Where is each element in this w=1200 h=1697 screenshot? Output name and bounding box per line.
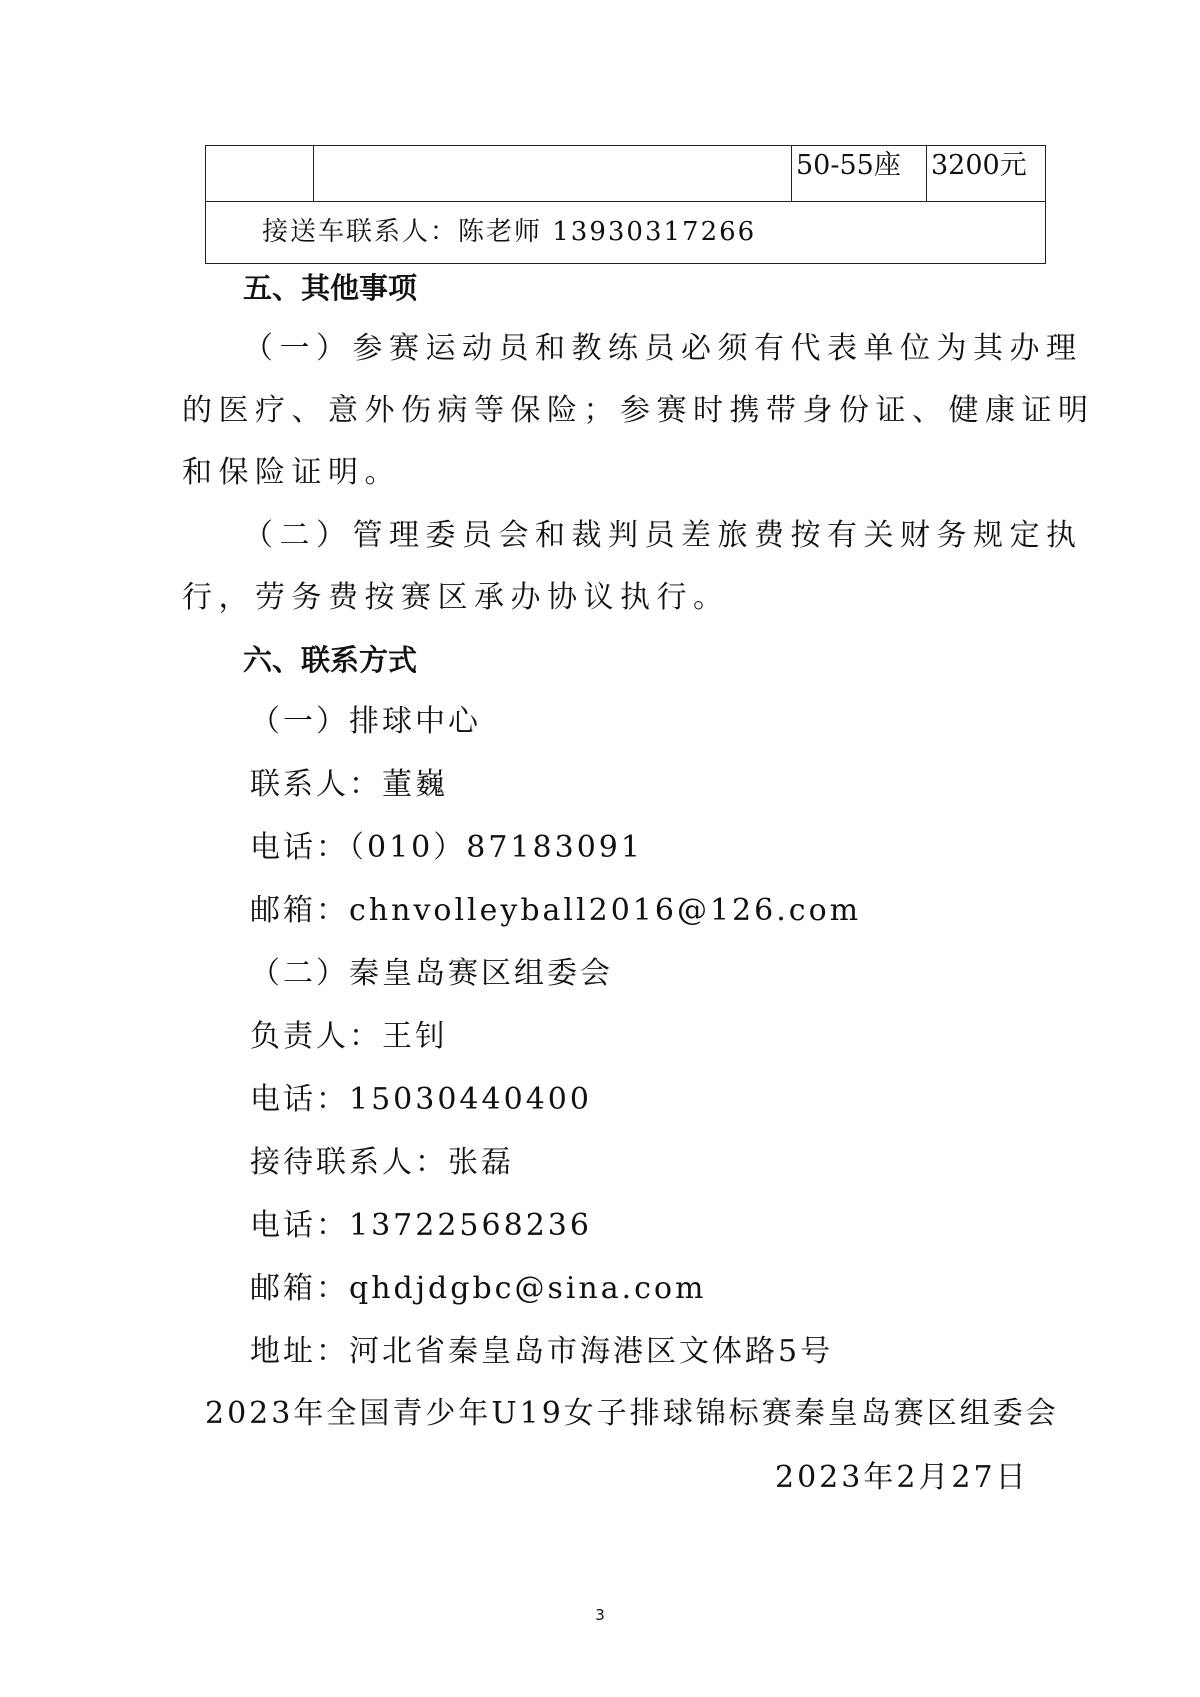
paragraph-line: 和保险证明。 xyxy=(182,455,401,490)
signature-org: 2023年全国青少年U19女子排球锦标赛秦皇岛赛区组委会 xyxy=(205,1396,1059,1431)
paragraph-line: 的医疗、意外伤病等保险；参赛时携带身份证、健康证明 xyxy=(182,393,1095,428)
table-row xyxy=(206,146,1045,202)
org1-email: 邮箱：chnvolleyball2016@126.com xyxy=(250,893,862,928)
org2-leader: 负责人：王钊 xyxy=(250,1019,448,1054)
transport-table xyxy=(205,145,1046,264)
org2-title: （二）秦皇岛赛区组委会 xyxy=(250,956,613,991)
paragraph-line: （二）管理委员会和裁判员差旅费按有关财务规定执 xyxy=(243,518,1083,553)
table-cell xyxy=(314,146,792,202)
page-number: 3 xyxy=(595,1606,605,1624)
seats-cell: 50-55座 xyxy=(792,146,927,202)
signature-date: 2023年2月27日 xyxy=(775,1460,1029,1495)
org2-phone: 电话：15030440400 xyxy=(250,1082,592,1117)
shuttle-contact-line: 接送车联系人：陈老师 13930317266 xyxy=(262,217,757,247)
section5-heading: 五、其他事项 xyxy=(243,271,418,305)
section6-heading: 六、联系方式 xyxy=(243,643,418,677)
org1-title: （一）排球中心 xyxy=(250,704,481,739)
price-cell: 3200元 xyxy=(931,150,1027,181)
org2-reception-phone: 电话：13722568236 xyxy=(250,1208,592,1243)
org1-phone: 电话：（010）87183091 xyxy=(250,830,643,865)
org1-contact: 联系人：董巍 xyxy=(250,767,448,802)
paragraph-line: 行，劳务费按赛区承办协议执行。 xyxy=(182,580,730,615)
paragraph-line: （一）参赛运动员和教练员必须有代表单位为其办理 xyxy=(243,331,1083,366)
org2-reception: 接待联系人：张磊 xyxy=(250,1145,514,1180)
org2-email: 邮箱：qhdjdgbc@sina.com xyxy=(250,1271,707,1306)
org2-address: 地址：河北省秦皇岛市海港区文体路5号 xyxy=(250,1334,834,1369)
table-cell xyxy=(206,146,314,202)
